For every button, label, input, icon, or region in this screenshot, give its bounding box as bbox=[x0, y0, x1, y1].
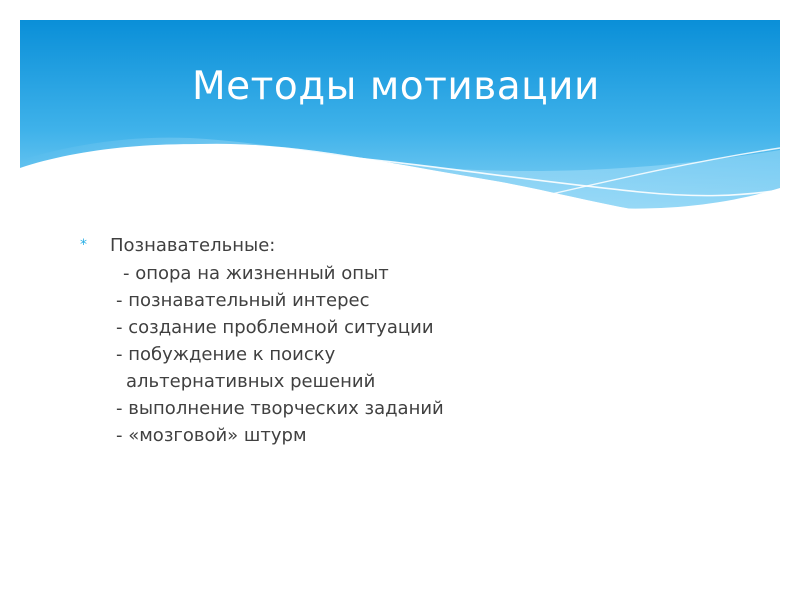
list-item: - создание проблемной ситуации bbox=[116, 317, 434, 338]
list-item: - выполнение творческих заданий bbox=[116, 398, 444, 419]
methods-list bbox=[80, 260, 740, 449]
list-item: - опора на жизненный опыт bbox=[123, 263, 389, 284]
list-item-continuation: альтернативных решений bbox=[126, 371, 376, 392]
slide-title: Методы мотивации bbox=[192, 64, 600, 109]
header-wave-banner bbox=[20, 20, 780, 220]
list-item: - «мозговой» штурм bbox=[116, 425, 307, 446]
bullet-label: Познавательные: bbox=[110, 235, 276, 256]
list-item: - познавательный интерес bbox=[116, 290, 370, 311]
slide-body bbox=[80, 232, 740, 449]
asterisk-bullet-icon: * bbox=[80, 237, 87, 253]
bullet-item bbox=[80, 232, 740, 260]
list-item: - побуждение к поиску bbox=[116, 344, 336, 365]
